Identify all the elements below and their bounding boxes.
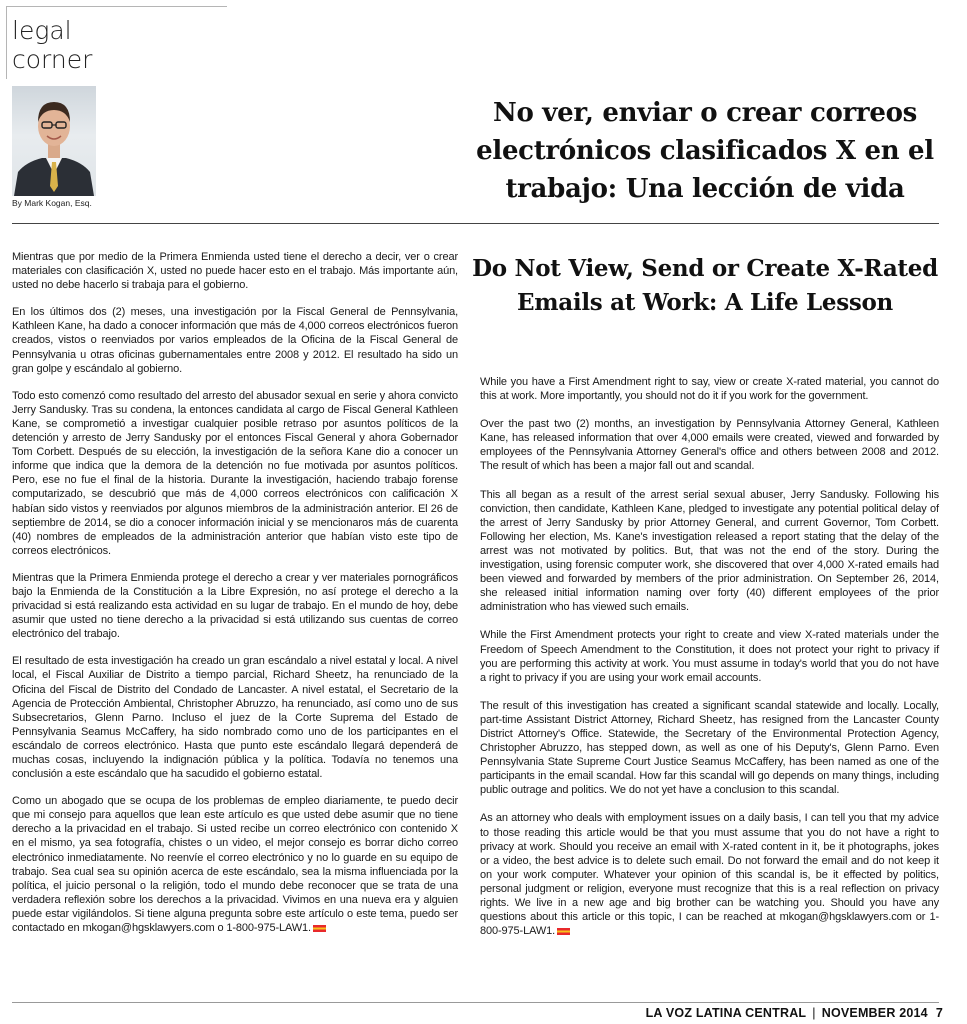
section-tag-line2: corner bbox=[12, 45, 93, 74]
paragraph: This all began as a result of the arrest serial sexual abuser, Jerry Sandusky. Following his conviction, then candidate, Kathleen Kane, pledged to investigate any potential political delay of the arrest of Jerry Sandusky by prior Attorney General, and current Governor, Tom Corbett. Following her election, Ms. Kane's investigation released a report stating that the delay of the arrest was not motivated by politics. But, that was not the end of the story. During the investigation, using forensic computer work, she discovered that over 4,000 X-rated emails had been viewed and forwarded by members of the prior administration. On September 26, 2014, she released initial information naming over forty (40) different employees of the prior administration who has viewed such emails. bbox=[480, 488, 939, 614]
paragraph: While the First Amendment protects your right to create and view X-rated materials under the Freedom of Speech Amendment to the Constitution, it does not protect your right to privacy if you are performing this activity at work. You must assume in today's world that you do not have a right to privacy if you are using your work email accounts. bbox=[480, 629, 939, 684]
article-title-spanish: No ver, enviar o crear correos electrónicos clasificados X en el trabajo: Una lección de vida bbox=[476, 98, 934, 204]
author-photo bbox=[12, 86, 96, 196]
paragraph: While you have a First Amendment right to say, view or create X-rated material, you cannot do this at work. More importantly, you should not do it if you work for the government. bbox=[480, 376, 939, 403]
paragraph: Todo esto comenzó como resultado del arresto del abusador sexual en serie y ahora convicto Jerry Sandusky. Tras su condena, la entonces candidata al cargo de Fiscal General Kathleen Kane, se comprometió a investigar cualquier posible retraso por asuntos políticos de la detención y arresto de Jerry Sandusky por el entonces Fiscal General y ahora Gobernador Tom Corbett. Después de su elección, la investigación de la señora Kane dio a conocer un informe que indica que la demora de la detención no fue motivada por asuntos políticos. Pero, ese no fue el final de la historia. Durante la investigación, haciendo trabajo forense computarizado, se descubrió que más de 4,000 correos electrónicos con calificación X habían sido vistos y reenviados por algunos miembros de la administración anterior. El 26 de septiembre de 2014, se dio a conocer información inicial y se mencionaros más de cuarenta (40) nombres de empleados de la administración anterior que habían visto este tipo de correos electrónicos. bbox=[12, 389, 458, 557]
article-title-english: Do Not View, Send or Create X-Rated Emails at Work: A Life Lesson bbox=[472, 255, 938, 316]
article-body-english bbox=[480, 375, 939, 952]
header-divider bbox=[12, 223, 939, 224]
paragraph: El resultado de esta investigación ha creado un gran escándalo a nivel estatal y local. A nivel local, el Fiscal Auxiliar de Distrito a tiempo parcial, Richard Sheetz, ha renunciado de la Oficina del Fiscal de Distrito del Condado de Lancaster. A nivel estatal, el Secretario de la Agencia de Protección Ambiental, Christopher Abruzzo, ha renunciado, así como uno de sus Subsecretarios, Glenn Parno. Incluso el juez de la Corte Suprema del Estado de Pennsylvania Seamus McCaffery, ha sido nombrado como uno de los participantes en el escándalo de correos electrónico. Hasta que punto este escándalo llegará dependerá de muchas cosas, incluyendo la indignación pública y la política. Todavía no tenemos una conclusión a este escándalo que ha sacudido el gobierno estatal. bbox=[12, 655, 458, 781]
page-number: 7 bbox=[935, 1006, 943, 1020]
paragraph: Over the past two (2) months, an investigation by Pennsylvania Attorney General, Kathleen Kane, has released information that over 4,000 emails were created, viewed and forwarded by employees of the Pennsylvania Attorney General's office and others between 2008 and 2012. The result of which has been a major fall out and scandal. bbox=[480, 418, 939, 473]
section-tag-line1: legal bbox=[12, 16, 72, 45]
paragraph: Mientras que por medio de la Primera Enmienda usted tiene el derecho a decir, ver o crear materiales con clasificación X, usted no puede hacer esto en el trabajo. Más importante aún, usted no debe hacerlo si trabaja para el gobierno. bbox=[12, 251, 458, 292]
issue-date: NOVEMBER 2014 bbox=[821, 1006, 928, 1020]
paragraph: The result of this investigation has created a significant scandal statewide and locally. Locally, part-time Assistant District Attorney, Richard Sheetz, has resigned from the Lancaster County District Attorney's Office. Statewide, the Secretary of the Environmental Protection Agency, Christopher Abruzzo, has stepped down, as well as one of his Deputy's, Glenn Parno. Even Pennsylvania State Supreme Court Justice Seamus McCaffery, has been named as one of the participants in the email scandal. How far this scandal will go depends on many things, including public outrage and politics. We do not yet have a conclusion to this scandal. bbox=[480, 699, 939, 797]
paragraph-last bbox=[12, 794, 458, 935]
paragraph-text: Como un abogado que se ocupa de los problemas de empleo diariamente, te puedo decir que mi consejo para aquellos que lean este artículo es que usted debe asumir que no tiene derecho a la privacidad en el trabajo. Si usted recibe un correo electrónico con contenido X en el mismo, ya sea fotografía, chistes o un video, el mejor consejo es borrar dicho correo electrónico inmediatamente. No reenvíe el correo electrónico y no lo guarde en su equipo de trabajo. Sea cual sea su opinión acerca de este escándalo, sea la misma influenciada por la política, el juicio personal o la religión, todo el mundo debe reconocer que se trata de una verdadera reflexión sobre los derechos a la privacidad. Vivimos en una nueva era y alguien puede estar vigilándolos. Si tiene alguna pregunta sobre este artículo o este tema, puedo ser contactado en mkogan@hgsklawyers.com o 1-800-975-LAW1. bbox=[12, 795, 458, 935]
author-byline: By Mark Kogan, Esq. bbox=[12, 198, 92, 208]
end-mark-flag-icon bbox=[557, 928, 570, 935]
end-mark-flag-icon bbox=[313, 925, 326, 932]
section-tag bbox=[6, 6, 227, 79]
paragraph: Mientras que la Primera Enmienda protege el derecho a crear y ver materiales pornográficos bajo la Enmienda de la Constitución a la Libre Expresión, no así protege el derecho a la privacidad si está realizando esta actividad en su lugar de trabajo. En el mundo de hoy, debe asumir que usted no tiene derecho a la privacidad si está utilizando sus cuentas de correo electrónico del trabajo. bbox=[12, 571, 458, 641]
footer-divider bbox=[12, 1002, 939, 1003]
footer-separator: | bbox=[812, 1006, 816, 1020]
publication-name: LA VOZ LATINA CENTRAL bbox=[645, 1006, 807, 1020]
article-body-spanish bbox=[12, 250, 458, 948]
paragraph-last bbox=[480, 811, 939, 938]
paragraph: En los últimos dos (2) meses, una investigación por la Fiscal General de Pennsylvania, Kathleen Kane, ha dado a conocer información que más de 4,000 correos electrónicos fueron creados, vistos o reenviados por varios empleados de la Oficina de la Fiscal General de Pennsylvania u otras oficinas gubernamentales entre 2008 y 2012. El resultado ha sido un gran golpe y escándalo al gobierno. bbox=[12, 306, 458, 375]
author-portrait-icon bbox=[12, 86, 96, 196]
page-footer bbox=[646, 1006, 943, 1020]
paragraph-text: As an attorney who deals with employment issues on a daily basis, I can tell you that my advice to those reading this article would be that you must assume that you do not have a right to privacy at work. Should you receive an email with X-rated content in it, be it photographs, jokes or a video, the best advice is to delete such email. Do not forward the email and do not keep it on your work computer. Whatever your opinion of this scandal is, be it effected by politics, personal judgment or religion, everyone must recognize that this is a real reflection on privacy rights. We live in a new age and big brother can be watching you. Should you have any questions about this article or this topic, I can be reached at mkogan@hgsklawyers.com or 1-800-975-LAW1. bbox=[480, 812, 939, 938]
